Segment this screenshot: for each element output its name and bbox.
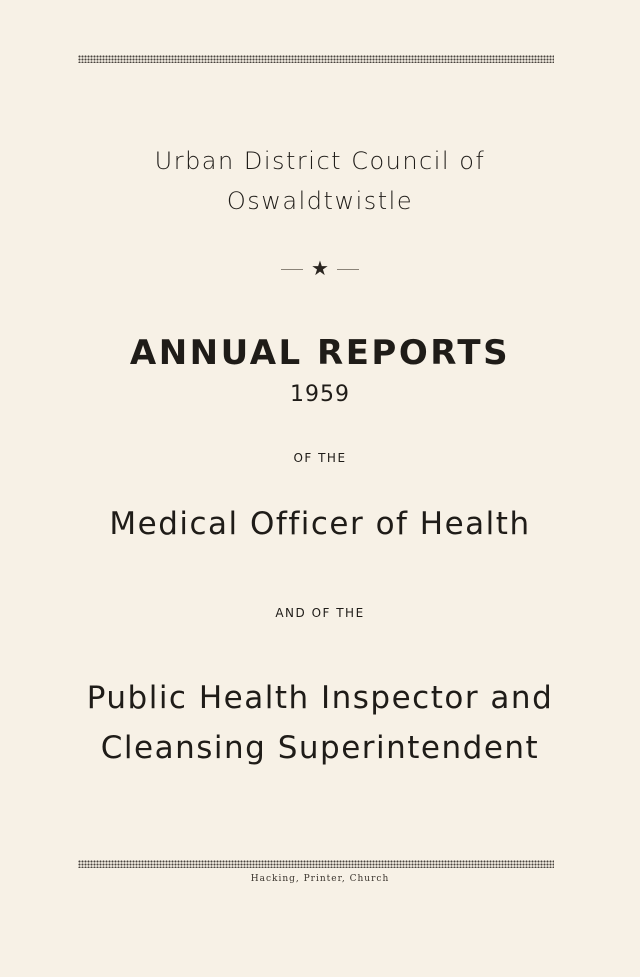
council-name-line-1: Urban District Council of [154, 147, 486, 175]
top-ornamental-rule [78, 55, 554, 63]
divider-dash-right [337, 269, 359, 270]
inspector-heading-line-2: Cleansing Superintendent [100, 730, 540, 766]
and-of-the-caption: AND OF THE [275, 606, 365, 620]
bottom-ornamental-rule [78, 860, 554, 868]
council-name-line-2: Oswaldtwistle [226, 187, 414, 215]
inspector-heading-line-1: Public Health Inspector and [86, 680, 554, 716]
star-divider [0, 256, 640, 280]
medical-officer-heading: Medical Officer of Health [109, 506, 531, 542]
divider-dash-left [281, 269, 303, 270]
of-the-caption: OF THE [293, 451, 347, 465]
report-year: 1959 [290, 382, 350, 407]
printer-credit: Hacking, Printer, Church [250, 874, 390, 884]
report-title: ANNUAL REPORTS [129, 333, 511, 373]
star-icon: ★ [311, 256, 329, 280]
